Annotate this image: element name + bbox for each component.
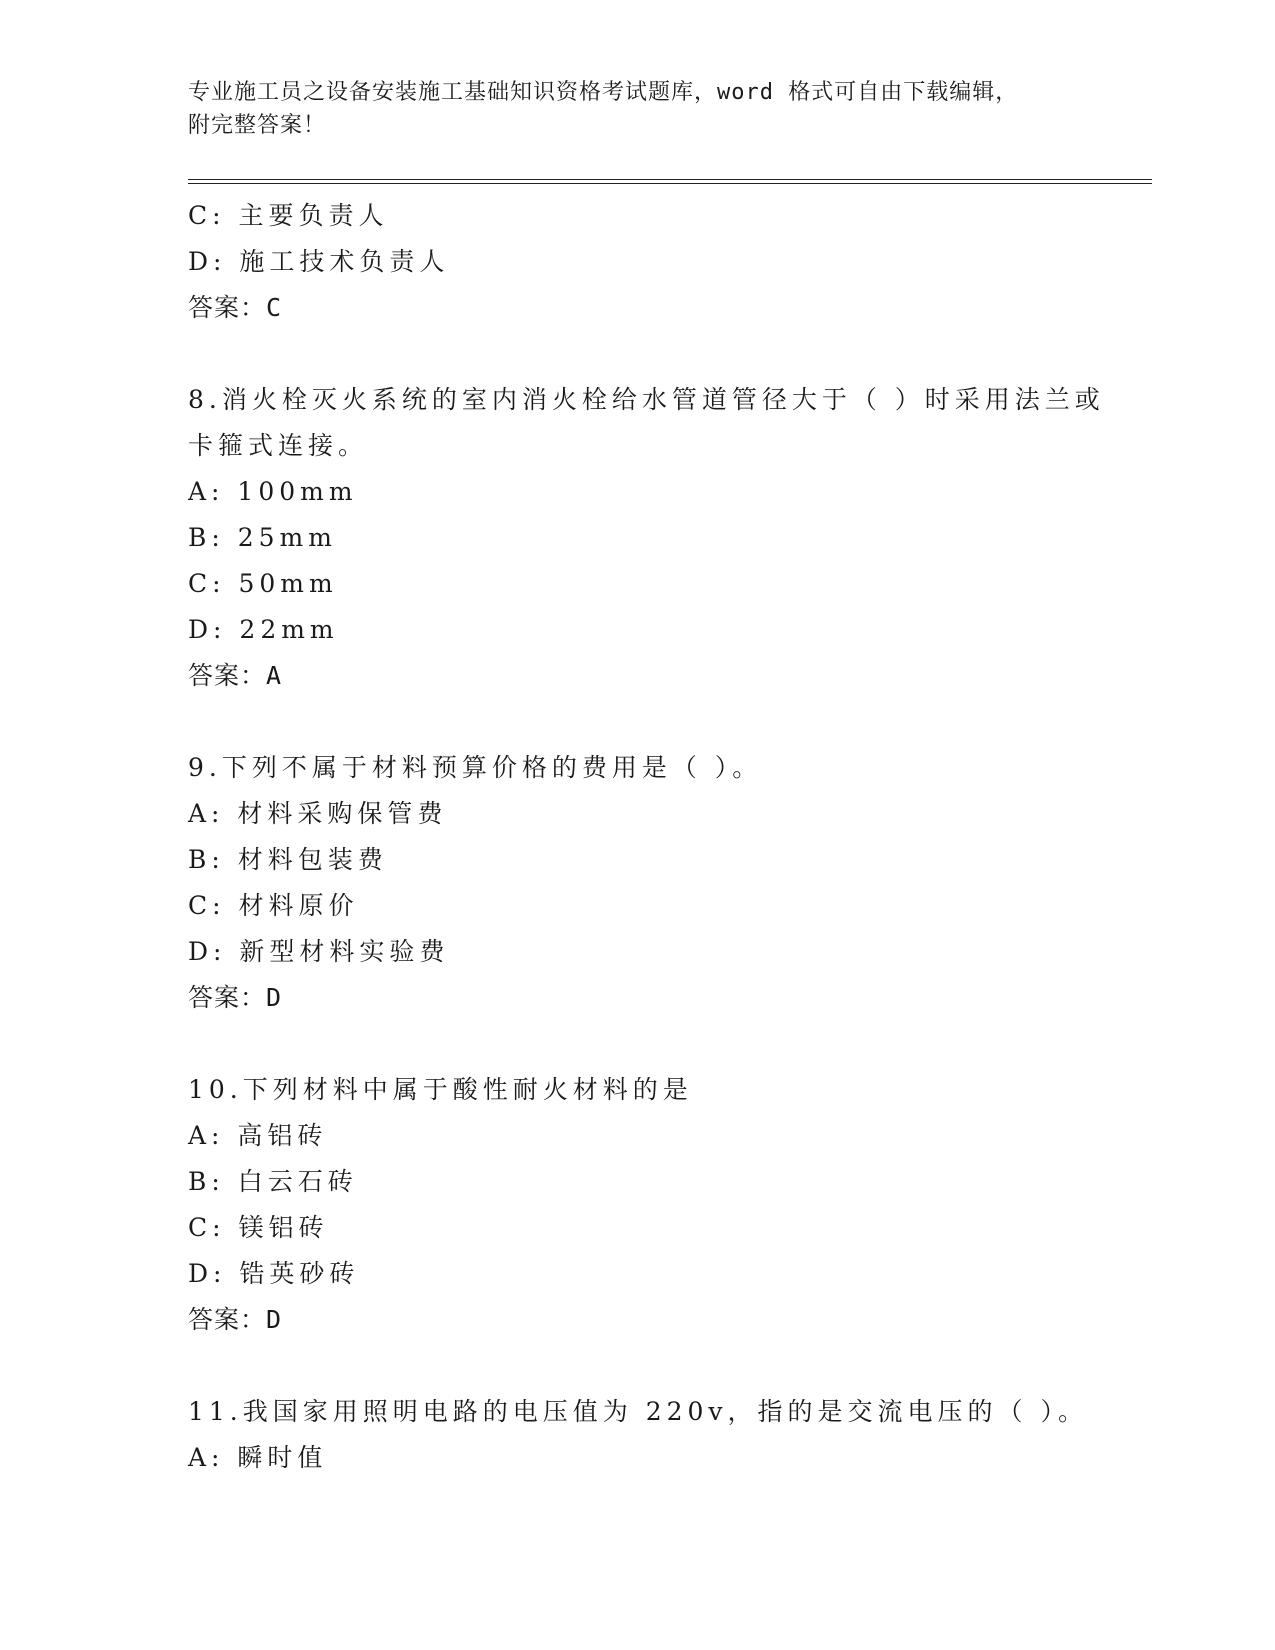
- answer-value: D: [266, 983, 283, 1012]
- question-block-9: [188, 745, 1088, 1021]
- question-text-line: 8.消火栓灭火系统的室内消火栓给水管道管径大于（ ）时采用法兰或: [188, 385, 1105, 414]
- option-a: A: 100mm: [188, 477, 358, 506]
- header-divider-bottom: [188, 183, 1152, 184]
- option-b: B: 白云石砖: [188, 1167, 358, 1196]
- header-line-2: 附完整答案！: [188, 113, 327, 138]
- question-text-line: 11.我国家用照明电路的电压值为 220v，指的是交流电压的（ ）。: [188, 1397, 1088, 1426]
- option-c: C: 主要负责人: [188, 201, 389, 230]
- option-a: A: 高铝砖: [188, 1121, 328, 1150]
- answer-label: 答案：: [188, 661, 267, 690]
- option-c: C: 材料原价: [188, 891, 359, 920]
- question-list: [188, 193, 1105, 1481]
- question-text-line: 9.下列不属于材料预算价格的费用是（ ）。: [188, 753, 763, 782]
- answer-label: 答案：: [188, 293, 267, 322]
- option-a: A: 材料采购保管费: [188, 799, 448, 828]
- question-text-line: 卡箍式连接。: [188, 431, 369, 460]
- spacer: [188, 1343, 1088, 1389]
- option-d: D: 22mm: [188, 615, 339, 644]
- spacer: [188, 699, 1088, 745]
- option-d: D: 新型材料实验费: [188, 937, 450, 966]
- answer-value: C: [266, 293, 283, 322]
- answer-line: [188, 653, 1088, 699]
- question-block-8: [188, 377, 1105, 699]
- option-a: A: 瞬时值: [188, 1443, 328, 1472]
- document-header: [188, 76, 1068, 142]
- header-divider-top: [188, 179, 1152, 180]
- answer-label: 答案：: [188, 1305, 267, 1334]
- option-d: D: 施工技术负责人: [188, 247, 450, 276]
- question-block-7-partial: [188, 193, 1088, 331]
- option-b: B: 25mm: [188, 523, 337, 552]
- question-text-line: 10.下列材料中属于酸性耐火材料的是: [188, 1075, 693, 1104]
- question-block-11: [188, 1389, 1088, 1481]
- option-c: C: 镁铝砖: [188, 1213, 329, 1242]
- answer-line: [188, 285, 1088, 331]
- header-line-1: 专业施工员之设备安装施工基础知识资格考试题库，word 格式可自由下载编辑，: [188, 80, 1019, 105]
- answer-value: A: [266, 661, 283, 690]
- spacer: [188, 331, 1088, 377]
- option-c: C: 50mm: [188, 569, 338, 598]
- spacer: [188, 1021, 1088, 1067]
- option-d: D: 锆英砂砖: [188, 1259, 360, 1288]
- question-block-10: [188, 1067, 1088, 1343]
- answer-line: [188, 1297, 1088, 1343]
- answer-line: [188, 975, 1088, 1021]
- answer-label: 答案：: [188, 983, 267, 1012]
- option-b: B: 材料包装费: [188, 845, 388, 874]
- answer-value: D: [266, 1305, 283, 1334]
